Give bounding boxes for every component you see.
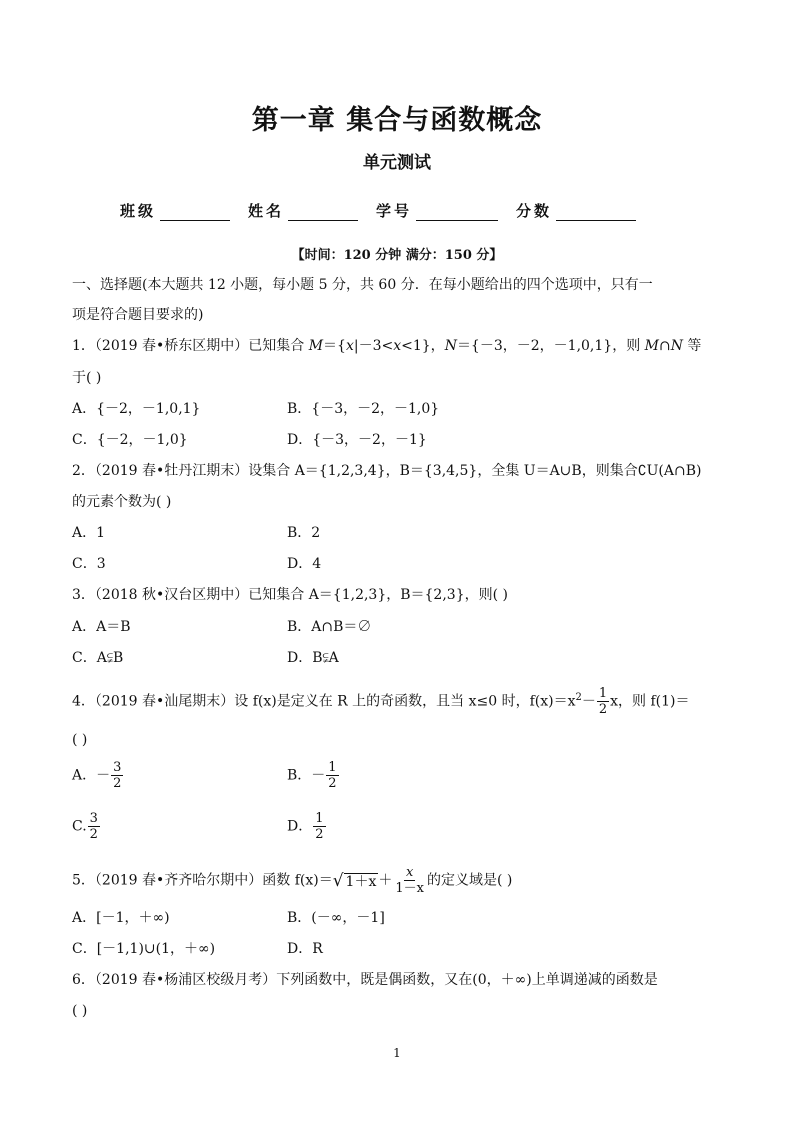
q4-fraction-half: $\frac{1}{2}$ — [598, 686, 608, 717]
q2-stem: 2．（2019 春•牡丹江期末）设集合 A＝{1,2,3,4}，B＝{3,4,5}，全集 U＝A∪B，则集合∁U(A∩B) — [72, 463, 702, 479]
time-score-info: 【时间：120 分钟 满分：150 分】 — [291, 248, 503, 263]
q4-stem-part: － — [581, 693, 596, 710]
name-blank — [288, 204, 358, 221]
q4-option-b-fraction: $\frac{1}{2}$ — [328, 760, 337, 791]
q2-stem-line2: 的元素个数为( ) — [72, 494, 172, 510]
q1-option-a: A．{－2，－1,0,1} — [72, 401, 201, 417]
q5-option-a: A．[－1，＋∞) — [72, 910, 170, 926]
q3-option-d: D．B⫋A — [287, 650, 339, 666]
q4-option-b-prefix: B．－ — [287, 767, 326, 784]
q6-stem-line2: ( ) — [72, 1003, 88, 1019]
q3-option-a: A．A＝B — [72, 619, 131, 635]
q1-stem-part: ＝{－3，－2，－1,0,1}，则 — [456, 338, 645, 354]
q6-stem: 6．（2019 春•杨浦区校级月考）下列函数中，既是偶函数，又在(0，＋∞)上单调递减的函数是 — [72, 972, 658, 988]
student-info-row — [120, 200, 700, 221]
student-id-blank — [416, 204, 498, 221]
section-heading-line2: 项是符合题目要求的) — [72, 307, 204, 323]
q4-option-c — [72, 811, 101, 842]
q5-stem-part: 的定义域是( ) — [426, 872, 513, 889]
page-number: 1 — [393, 1046, 401, 1060]
q1-stem-part: 1．（2019 春•桥东区期中）已知集合 — [72, 338, 309, 354]
q4-option-c-prefix: C. — [72, 818, 87, 835]
q4-option-d-prefix: D． — [287, 818, 313, 835]
q2-option-d: D．4 — [287, 556, 322, 572]
q5-option-b: B．(－∞，－1] — [287, 910, 385, 926]
q5-fraction-den: 1－x — [395, 881, 424, 896]
name-field — [248, 200, 358, 221]
q3-stem: 3．（2018 秋•汉台区期中）已知集合 A＝{1,2,3}，B＝{2,3}，则( ) — [72, 587, 508, 603]
student-id-label: 学号 — [376, 202, 413, 220]
q5-stem-part: 5．（2019 春•齐齐哈尔期中）函数 f(x)＝ — [72, 872, 333, 889]
q5-option-c: C．[－1,1)∪(1，＋∞) — [72, 941, 216, 957]
q1-option-b: B．{－3，－2，－1,0} — [287, 401, 440, 417]
q4-option-d — [287, 811, 327, 842]
q4-stem-line2: ( ) — [72, 732, 88, 748]
q1-option-d: D．{－3，－2，－1} — [287, 432, 427, 448]
q5-fraction — [393, 865, 426, 896]
q4-option-b — [287, 760, 340, 791]
student-id-field — [376, 200, 498, 221]
q1-stem-part: |－3< — [353, 338, 394, 354]
q3-option-b: B．A∩B＝∅ — [287, 619, 372, 635]
score-blank — [556, 204, 636, 221]
q1-option-c: C．{－2，－1,0} — [72, 432, 188, 448]
q2-option-a: A．1 — [72, 525, 106, 541]
q4-option-a — [72, 760, 124, 791]
q1-stem-part: <1}， — [401, 338, 445, 354]
q1-stem-line2: 于( ) — [72, 370, 102, 386]
section-heading-line1: 一、选择题(本大题共 12 小题，每小题 5 分，共 60 分．在每小题给出的四个选项中，只有一 — [72, 277, 653, 293]
class-field — [120, 200, 230, 221]
name-label: 姓名 — [248, 202, 285, 220]
q4-stem: 4．（2019 春•汕尾期末）设 f(x)是定义在 R 上的奇函数，且当 x≤0 时，$f(x)=x^2-$ $\frac{1}{2}$ x，则 f(1)＝ — [72, 686, 690, 717]
q1-stem: 1．（2019 春•桥东区期中）已知集合 M＝{x|－3<x<1}，N＝{－3，－2，－1,0,1}，则 M∩N 等 — [72, 338, 702, 354]
q1-stem-part: ＝{ — [323, 338, 346, 354]
class-label: 班级 — [120, 202, 157, 220]
q5-stem-part: ＋ — [378, 872, 393, 889]
q1-stem-part: 等 — [682, 338, 702, 354]
q5-option-d: D．R — [287, 941, 323, 957]
q5-sqrt: √ 1＋x — [332, 870, 377, 891]
q5-fraction-num: x — [405, 865, 414, 880]
q5-sqrt-content: 1＋x — [345, 873, 377, 890]
score-field — [516, 200, 636, 221]
q4-option-c-fraction: $\frac{3}{2}$ — [89, 811, 98, 842]
q4-option-d-fraction: $\frac{1}{2}$ — [315, 811, 324, 842]
class-blank — [160, 204, 230, 221]
q3-option-c: C．A⫋B — [72, 650, 124, 666]
q2-option-c: C．3 — [72, 556, 106, 572]
q4-stem-part: x，则 f(1)＝ — [610, 693, 690, 710]
q4-option-a-prefix: A．－ — [72, 767, 111, 784]
q4-stem-part: 4．（2019 春•汕尾期末）设 f(x)是定义在 R 上的奇函数，且当 x≤0 时，f(x)＝x — [72, 693, 576, 710]
score-label: 分数 — [516, 202, 553, 220]
q4-option-a-fraction: $\frac{3}{2}$ — [113, 760, 122, 791]
page-title: 第一章 集合与函数概念 — [251, 105, 543, 136]
q1-stem-part: ∩ — [658, 338, 671, 354]
q2-option-b: B．2 — [287, 525, 321, 541]
q5-stem — [72, 865, 512, 896]
page-subtitle: 单元测试 — [363, 153, 431, 173]
